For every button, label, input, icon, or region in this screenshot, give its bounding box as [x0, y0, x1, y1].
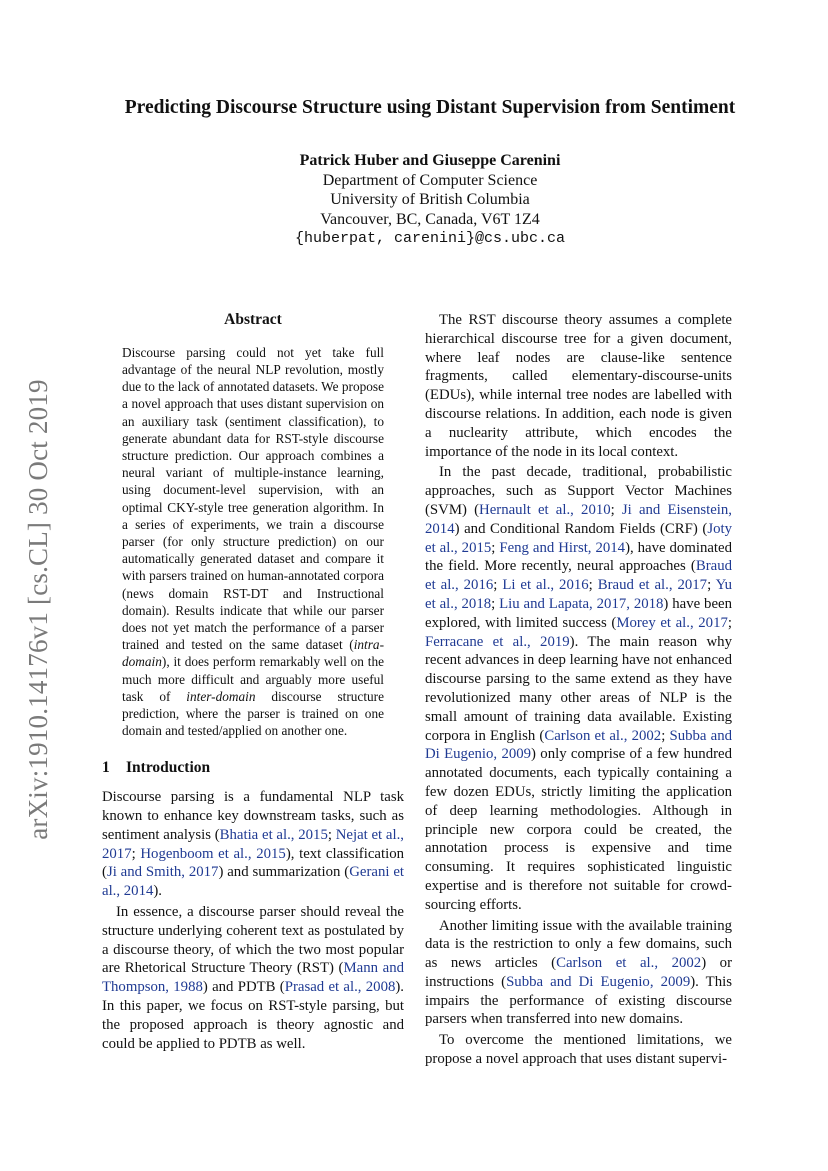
text: ) and Conditional Random Fields (CRF) ( — [454, 520, 708, 537]
text: ) or instructions ( — [425, 955, 733, 990]
citation-link[interactable]: Braud et al., 2016 — [425, 558, 732, 594]
right-paragraph-2 — [425, 463, 732, 914]
text: ). The main reason why recent advances in deep learning have not enhanced discourse parsing to the same extend as they have revolutionized many other areas of NLP is the small amount of training data available. Existing corpora in English ( — [425, 633, 732, 744]
citation-link[interactable]: Subba and Di Eugenio, 2009 — [425, 727, 733, 763]
text: ; — [493, 577, 503, 594]
abstract-text-part: Discourse parsing could not yet take full advantage of the neural NLP revolution, mostly due to the lack of annotated datasets. We propose a novel approach that uses distant supervision on an auxiliary task (sentiment classification), to generate abundant data for RST-style discourse structure prediction. Our approach combines a neural variant of multiple-instance learning, using document-level supervision, with an optimal CKY-style tree generation algorithm. In a series of experiments, we train a discourse parser (for only structure prediction) on our automatically generated dataset and compare it with parsers trained on human-annotated corpora (news domain RST-DT and Instructional domain). Results indicate that while our parser does not yet match the performance of a parser trained and tested on the same dataset ( — [122, 344, 384, 653]
arxiv-stamp-text: arXiv:1910.14176v1 [cs.CL] 30 Oct 2019 — [22, 378, 53, 840]
citation-link[interactable]: Carlson et al., 2002 — [544, 727, 662, 744]
paper-title: Predicting Discourse Structure using Distant Supervision from Sentiment — [124, 97, 736, 118]
citation-link[interactable]: Ferracane et al., 2019 — [425, 633, 570, 650]
text: ). This impairs the performance of existing discourse parsers when transferred into new domains. — [425, 973, 732, 1028]
left-column — [102, 311, 404, 1053]
text: ; — [661, 727, 670, 744]
affiliation-university: University of British Columbia — [330, 191, 530, 209]
citation-link[interactable]: Prasad et al., 2008 — [284, 979, 396, 996]
text: In the past decade, traditional, probabilistic approaches, such as Support Vector Machines (SVM) ( — [425, 464, 732, 518]
abstract-heading: Abstract — [224, 311, 282, 328]
author-block — [180, 151, 680, 249]
text: ), text classification ( — [102, 845, 404, 881]
text: ; — [491, 595, 500, 612]
text: Another limiting issue with the available training data is the restriction to only a few domains, such as news articles ( — [425, 917, 732, 972]
text: ), have dominated the field. More recently, neural approaches ( — [425, 539, 732, 575]
citation-link[interactable]: Bhatia et al., 2015 — [219, 826, 328, 843]
intro-paragraph-1 — [102, 788, 404, 901]
text: ; — [707, 577, 716, 594]
intro-paragraph-2 — [102, 903, 404, 1053]
text: ) and PDTB ( — [202, 979, 285, 996]
text: ; — [131, 845, 141, 862]
text: ). — [153, 883, 163, 900]
section-heading-introduction — [102, 759, 404, 778]
citation-link[interactable]: Morey et al., 2017 — [616, 614, 728, 631]
citation-link[interactable]: Hernault et al., 2010 — [479, 501, 611, 518]
citation-link[interactable]: Hogenboom et al., 2015 — [140, 845, 286, 862]
citation-link[interactable]: Feng and Hirst, 2014 — [499, 539, 626, 556]
citation-link[interactable]: Mann and Thompson, 1988 — [102, 960, 405, 996]
author-email: {huberpat, carenini}@cs.ubc.ca — [294, 230, 566, 248]
right-column — [425, 311, 732, 1069]
citation-link[interactable]: Ji and Smith, 2017 — [106, 864, 219, 881]
affiliation-address: Vancouver, BC, Canada, V6T 1Z4 — [320, 210, 540, 228]
section-number: 1 — [102, 759, 110, 777]
author-names: Patrick Huber and Giuseppe Carenini — [299, 152, 561, 169]
citation-link[interactable]: Gerani et al., 2014 — [102, 864, 405, 900]
affiliation-department: Department of Computer Science — [322, 171, 538, 189]
arxiv-stamp — [18, 368, 58, 850]
citation-link[interactable]: Li et al., 2016 — [502, 577, 589, 594]
text: ; — [610, 501, 622, 518]
abstract-text-part: ), it does perform remarkably well on the much more difficult and arguably more useful task of — [122, 654, 384, 704]
text: ). In this paper, we focus on RST-style parsing, but the proposed approach is theory agnostic and could be applied to PDTB as well. — [102, 979, 405, 1052]
right-paragraph-1: The RST discourse theory assumes a complete hierarchical discourse tree for a given document, where leaf nodes are clause-like sentence fragments, called elementary-discourse-units (EDUs), while internal tree nodes are labelled with discourse relations. In addition, each node is given a nuclearity attribute, which encodes the importance of the node in its local context. — [425, 312, 732, 460]
citation-link[interactable]: Joty et al., 2015 — [425, 520, 732, 556]
abstract-text-part: discourse structure prediction, where the parser is trained on one domain and tested/applied on another one. — [122, 688, 384, 739]
text: ) only comprise of a few hundred annotated documents, each typically containing a few dozen EDUs, strictly limiting the application of deep learning methodologies. Although in principle new corpora could be created, the annotation process is expensive and time consuming. It requires sophisticated linguistic expertise and is therefore not suitable for crowd-sourcing efforts. — [425, 746, 732, 913]
text: Discourse parsing is a fundamental NLP task known to enhance key downstream tasks, such as sentiment analysis ( — [102, 789, 404, 843]
text: ; — [588, 577, 598, 594]
citation-link[interactable]: Braud et al., 2017 — [597, 577, 708, 594]
citation-link[interactable]: Yu et al., 2018 — [425, 577, 733, 612]
text: ) and summarization ( — [218, 864, 350, 881]
abstract-intra-domain: intra-domain — [122, 637, 384, 670]
text: ; — [327, 826, 336, 843]
text: ; — [491, 539, 500, 556]
text: ; — [727, 614, 732, 631]
right-paragraph-4: To overcome the mentioned limitations, we propose a novel approach that uses distant supervi- — [425, 1032, 732, 1068]
abstract-text — [122, 344, 384, 740]
citation-link[interactable]: Liu and Lapata, 2017, 2018 — [499, 595, 664, 612]
citation-link[interactable]: Subba and Di Eugenio, 2009 — [506, 973, 691, 990]
citation-link[interactable]: Nejat et al., 2017 — [102, 826, 404, 862]
abstract-inter-domain: inter-domain — [186, 688, 256, 704]
citation-link[interactable]: Ji and Eisenstein, 2014 — [425, 501, 733, 537]
section-title: Introduction — [126, 759, 211, 777]
text: ) have been explored, with limited success ( — [425, 595, 732, 631]
right-paragraph-3 — [425, 917, 732, 1030]
citation-link[interactable]: Carlson et al., 2002 — [556, 955, 702, 972]
text: In essence, a discourse parser should reveal the structure underlying coherent text as postulated by a discourse theory, of which the two most popular are Rhetorical Structure Theory (RST) ( — [102, 904, 404, 977]
